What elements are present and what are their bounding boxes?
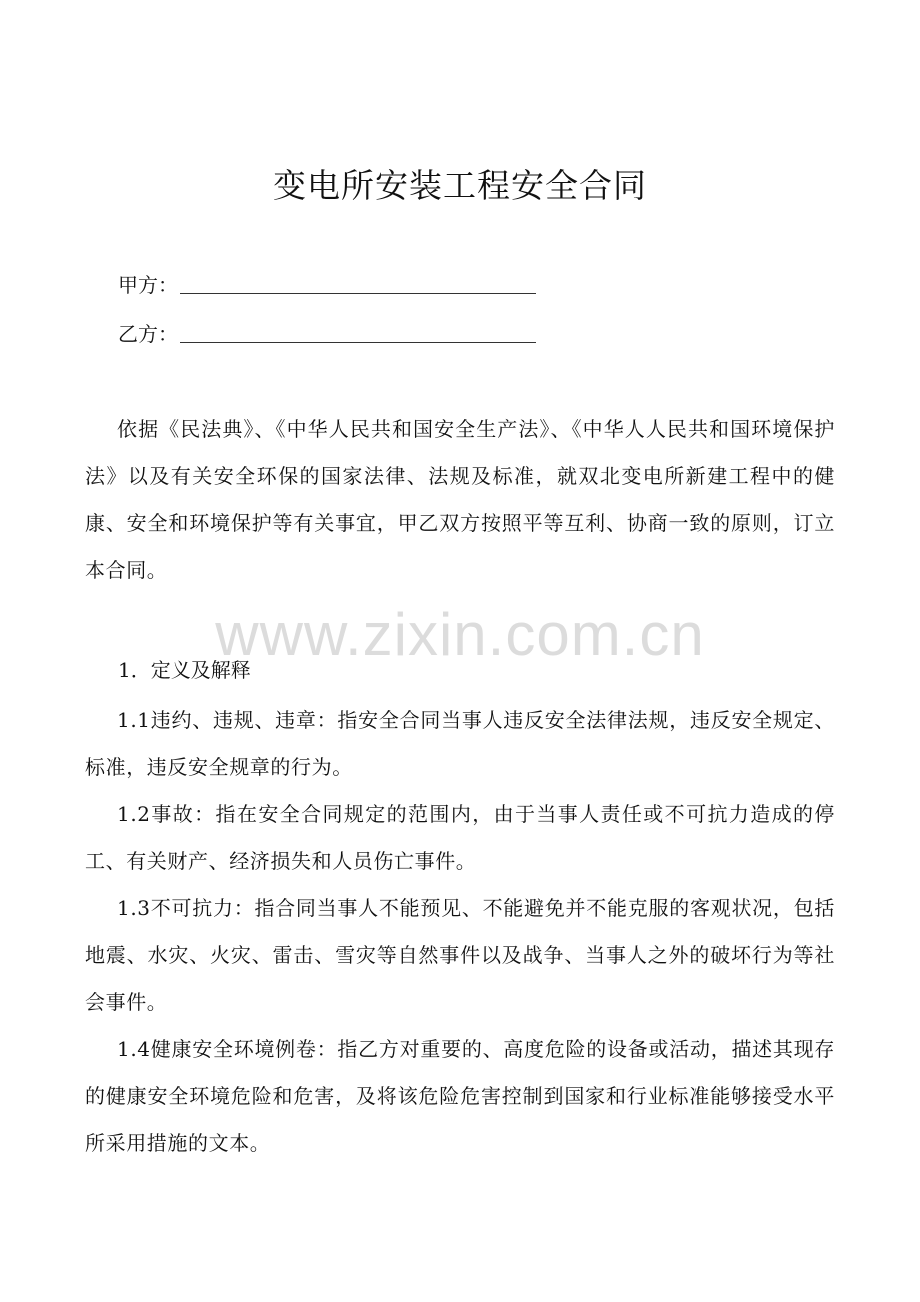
- party-b-row: [118, 320, 536, 348]
- party-a-label: 甲方：: [118, 273, 178, 297]
- party-b-blank-line: [180, 322, 536, 343]
- preamble-paragraph: 依据《民法典》、《中华人民共和国安全生产法》、《中华人人民共和国环境保护法》以及有关安全环保的国家法律、法规及标准，就双北变电所新建工程中的健康、安全和环境保护等有关事宜，甲乙双方按照平等互利、协商一致的原则，订立本合同。: [85, 417, 835, 582]
- watermark: www.zixin.com.cn: [215, 601, 705, 668]
- clause-1-1: 1.1违约、违规、违章：指安全合同当事人违反安全法律法规，违反安全规定、标准，违反安全规章的行为。: [85, 708, 835, 779]
- party-a-blank-line: [180, 273, 536, 294]
- document-title: 变电所安装工程安全合同: [273, 166, 647, 205]
- clause-1-2: 1.2事故：指在安全合同规定的范围内，由于当事人责任或不可抗力造成的停工、有关财产、经济损失和人员伤亡事件。: [85, 802, 835, 873]
- party-a-row: [118, 271, 536, 299]
- section-1-heading: 1．定义及解释: [118, 658, 251, 682]
- clause-1-4: 1.4健康安全环境例卷：指乙方对重要的、高度危险的设备或活动，描述其现存的健康安全环境危险和危害，及将该危险危害控制到国家和行业标准能够接受水平所采用措施的文本。: [85, 1037, 835, 1155]
- party-b-label: 乙方：: [118, 322, 178, 346]
- clause-1-3: 1.3不可抗力：指合同当事人不能预见、不能避免并不能克服的客观状况，包括地震、水灾、火灾、雷击、雪灾等自然事件以及战争、当事人之外的破坏行为等社会事件。: [85, 896, 835, 1014]
